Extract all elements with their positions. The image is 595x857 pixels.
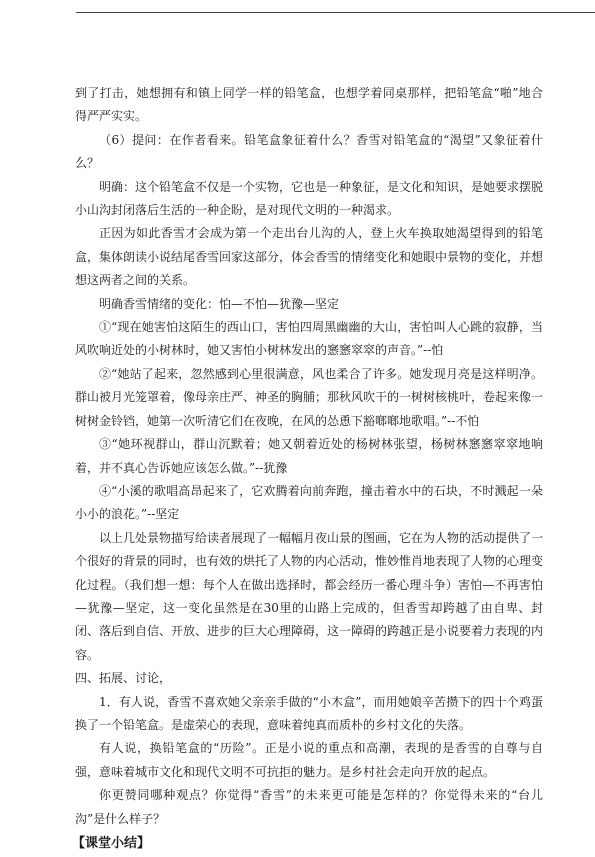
summary-heading: 【课堂小结】 (72, 836, 151, 851)
paragraph: 有人说，换铅笔盒的“历险”。正是小说的重点和高潮，表现的是香雪的自尊与自强，意味着城市文化和现代文明不可抗拒的魅力。是乡村社会走向开放的起点。 (75, 741, 543, 779)
section-heading: 四、拓展、讨论， (75, 671, 172, 686)
paragraph: 明确：这个铅笔盒不仅是一个实物，它也是一种象征，是文化和知识，是她要求摆脱小山沟封闭落后生活的一种企盼，是对现代文明的一种渴求。 (75, 179, 544, 218)
quote-paragraph: ②“她站了起来，忽然感到心里很满意，风也柔合了许多。她发现月亮是这样明净。群山被月光笼罩着，像母亲庄严、神圣的胸脯；那秋风吹干的一树树核桃叶，卷起来像一树树金铃铛，她第一次听清它们在夜晚，在风的怂恿下豁啷啷地歌唱。”--不怕 (75, 366, 544, 428)
quote-paragraph: ③“她环视群山，群山沉默着；她又朝着近处的杨树林张望，杨树林窸窸窣窣地响着，并不真心告诉她应该怎么做。”--犹豫 (75, 437, 543, 475)
paragraph: 到了打击，她想拥有和镇上同学一样的铅笔盒，也想学着同桌那样，把铅笔盒“啪”地合得严严实实。 (75, 86, 543, 124)
paragraph: 1．有人说，香雪不喜欢她父亲亲手做的“小木盒”，而用她娘辛苦攒下的四十个鸡蛋换了一个铅笔盒。是虚荣心的表现，意味着纯真而质朴的乡村文化的失落。 (75, 694, 543, 732)
quote-paragraph: ④“小溪的歌唱高昂起来了，它欢腾着向前奔跑，撞击着水中的石块，不时溅起一朵小小的浪花。”--坚定 (75, 483, 543, 522)
header-rule (76, 12, 595, 13)
paragraph: 你更赞同哪种观点？你觉得“香雪”的未来更可能是怎样的？你觉得未来的“台儿沟”是什么样子？ (75, 788, 543, 826)
paragraph: 正因为如此香雪才会成为第一个走出台儿沟的人，登上火车换取她渴望得到的铅笔盒，集体朗读小说结尾香雪回家这部分，体会香雪的情绪变化和她眼中景物的变化，并想想这两者之间的关系。 (75, 226, 544, 288)
document-body (72, 82, 544, 857)
paragraph: （6）提问：在作者看来。铅笔盒象征着什么？香雪对铅笔盒的“渴望”又象征着什么？ (75, 132, 543, 171)
paragraph: 以上几处景物描写给读者展现了一幅幅月夜山景的图画，它在为人物的活动提供了一个很好的背景的同时，也有效的烘托了人物的内心活动，惟妙惟肖地表现了人物的心理变化过程。（我们想一想：每个人在做出选择时，都会经历一番心理斗争）害怕—不再害怕—犹豫—坚定，这一变化虽然是在30里的山路上完成的，但香雪却跨越了由自卑、封闭、落后到自信、开放、进步的巨大心理障碍，这一障碍的跨越正是小说要着力表现的内容。 (75, 530, 544, 662)
paragraph: 明确香雪情绪的变化：怕—不怕—犹豫—坚定 (99, 296, 340, 311)
quote-paragraph: ①“现在她害怕这陌生的西山口，害怕四周黑幽幽的大山，害怕叫人心跳的寂静，当风吹响近处的小树林时，她又害怕小树林发出的窸窸窣窣的声音。”--怕 (75, 320, 543, 358)
